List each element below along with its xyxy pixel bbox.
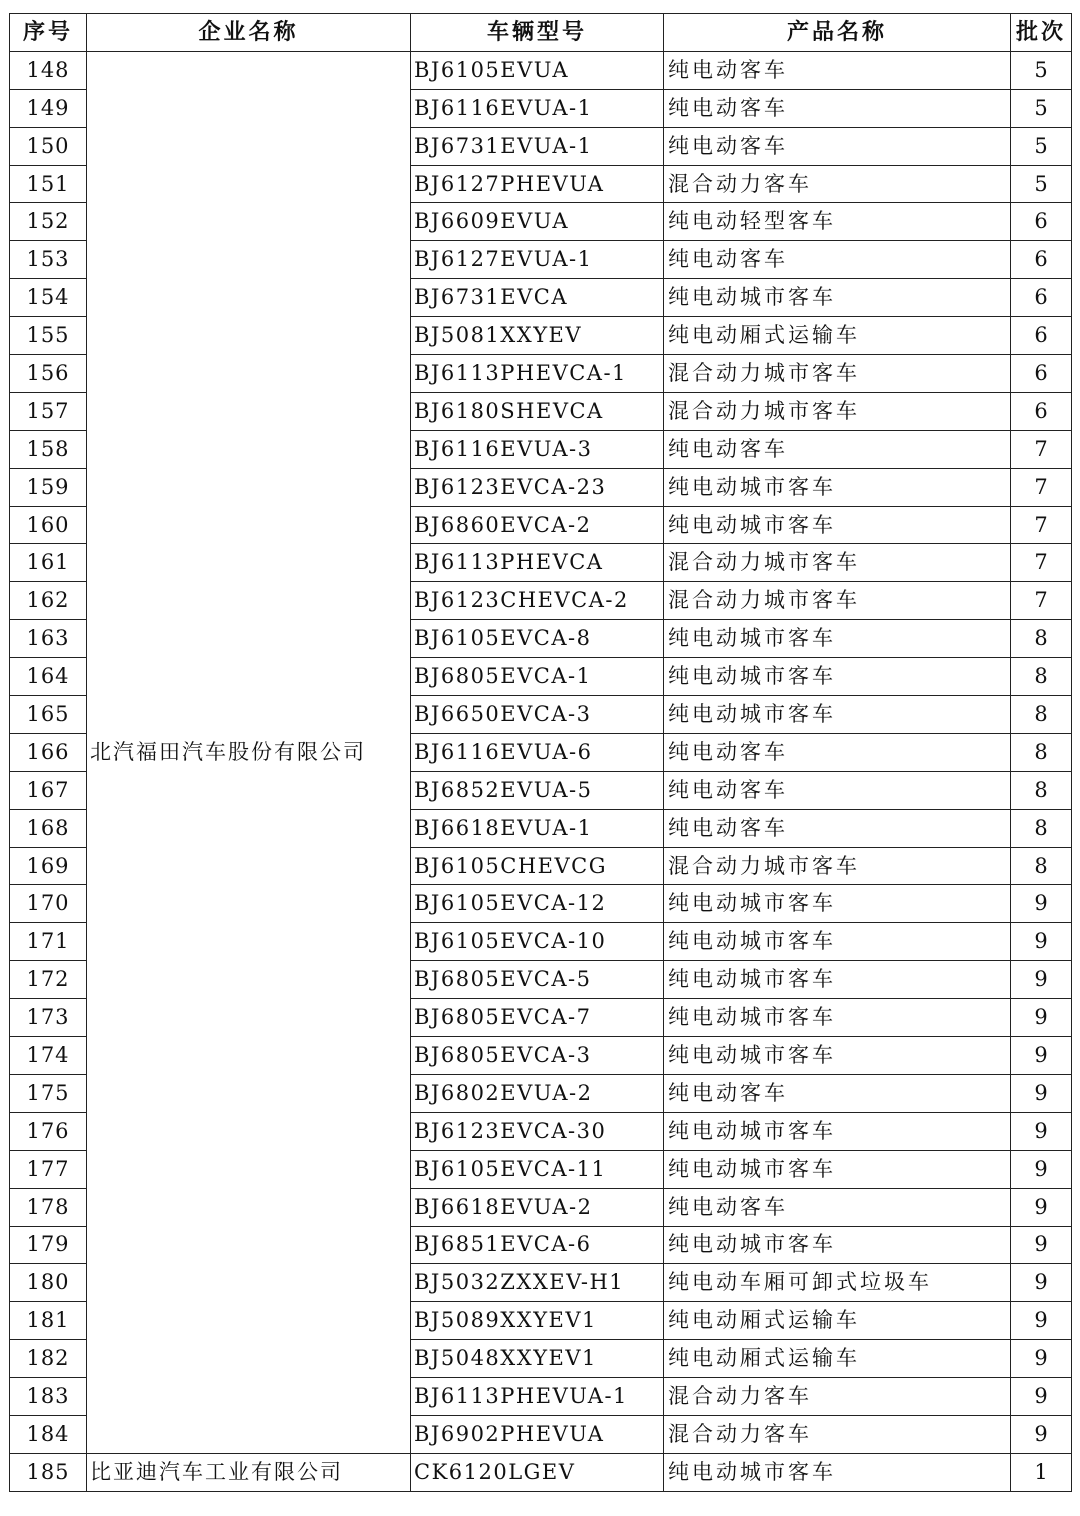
cell-model: BJ6113PHEVCA-1 [411,355,664,393]
cell-seq: 165 [10,696,87,734]
cell-batch: 7 [1011,430,1072,468]
cell-product: 纯电动车厢可卸式垃圾车 [664,1264,1011,1302]
cell-model: BJ6618EVUA-1 [411,809,664,847]
cell-seq: 157 [10,392,87,430]
cell-product: 纯电动城市客车 [664,999,1011,1037]
table-body [10,51,1072,1491]
cell-seq: 178 [10,1188,87,1226]
cell-batch: 7 [1011,544,1072,582]
cell-seq: 181 [10,1302,87,1340]
cell-product: 纯电动城市客车 [664,923,1011,961]
cell-product: 混合动力城市客车 [664,544,1011,582]
cell-seq: 161 [10,544,87,582]
cell-product: 纯电动厢式运输车 [664,1340,1011,1378]
cell-seq: 156 [10,355,87,393]
cell-seq: 180 [10,1264,87,1302]
cell-product: 混合动力客车 [664,1378,1011,1416]
cell-product: 混合动力城市客车 [664,355,1011,393]
cell-seq: 179 [10,1226,87,1264]
cell-batch: 6 [1011,317,1072,355]
cell-seq: 163 [10,620,87,658]
cell-product: 纯电动城市客车 [664,961,1011,999]
header-product: 产品名称 [664,14,1011,52]
cell-model: BJ6105EVUA [411,51,664,89]
cell-model: BJ6105EVCA-12 [411,885,664,923]
cell-batch: 9 [1011,1150,1072,1188]
cell-seq: 149 [10,89,87,127]
cell-seq: 168 [10,809,87,847]
cell-product: 纯电动客车 [664,127,1011,165]
cell-seq: 167 [10,771,87,809]
cell-model: BJ6902PHEVUA [411,1415,664,1453]
cell-product: 纯电动城市客车 [664,506,1011,544]
header-batch: 批次 [1011,14,1072,52]
cell-batch: 8 [1011,658,1072,696]
cell-batch: 8 [1011,809,1072,847]
cell-batch: 8 [1011,696,1072,734]
cell-product: 纯电动城市客车 [664,1112,1011,1150]
cell-seq: 158 [10,430,87,468]
cell-seq: 152 [10,203,87,241]
vehicle-catalog-table [9,13,1072,1492]
cell-seq: 153 [10,241,87,279]
cell-product: 纯电动城市客车 [664,696,1011,734]
cell-batch: 6 [1011,241,1072,279]
cell-model: BJ6123EVCA-23 [411,468,664,506]
cell-product: 纯电动客车 [664,1074,1011,1112]
cell-product: 纯电动客车 [664,89,1011,127]
cell-model: BJ6105EVCA-10 [411,923,664,961]
table-row [10,51,1072,89]
cell-model: BJ5081XXYEV [411,317,664,355]
cell-model: BJ6851EVCA-6 [411,1226,664,1264]
cell-model: BJ6860EVCA-2 [411,506,664,544]
cell-seq: 164 [10,658,87,696]
cell-seq: 162 [10,582,87,620]
cell-seq: 177 [10,1150,87,1188]
cell-batch: 8 [1011,620,1072,658]
cell-model: CK6120LGEV [411,1453,664,1491]
cell-product: 混合动力客车 [664,1415,1011,1453]
cell-batch: 7 [1011,506,1072,544]
cell-product: 纯电动客车 [664,771,1011,809]
cell-enterprise: 北汽福田汽车股份有限公司 [87,51,411,1453]
cell-model: BJ6650EVCA-3 [411,696,664,734]
cell-model: BJ6802EVUA-2 [411,1074,664,1112]
cell-model: BJ6180SHEVCA [411,392,664,430]
cell-product: 纯电动客车 [664,809,1011,847]
cell-batch: 6 [1011,355,1072,393]
cell-batch: 6 [1011,203,1072,241]
cell-product: 纯电动客车 [664,1188,1011,1226]
cell-batch: 5 [1011,51,1072,89]
cell-model: BJ6731EVUA-1 [411,127,664,165]
cell-product: 混合动力城市客车 [664,392,1011,430]
cell-batch: 8 [1011,847,1072,885]
cell-model: BJ5089XXYEV1 [411,1302,664,1340]
cell-batch: 9 [1011,1074,1072,1112]
cell-batch: 9 [1011,1302,1072,1340]
cell-batch: 5 [1011,89,1072,127]
header-row [10,14,1072,52]
cell-seq: 184 [10,1415,87,1453]
cell-product: 纯电动城市客车 [664,885,1011,923]
cell-batch: 5 [1011,165,1072,203]
cell-product: 纯电动城市客车 [664,620,1011,658]
cell-seq: 176 [10,1112,87,1150]
cell-model: BJ6123CHEVCA-2 [411,582,664,620]
cell-model: BJ6609EVUA [411,203,664,241]
cell-model: BJ6123EVCA-30 [411,1112,664,1150]
cell-seq: 172 [10,961,87,999]
cell-seq: 154 [10,279,87,317]
cell-batch: 6 [1011,392,1072,430]
cell-model: BJ6805EVCA-5 [411,961,664,999]
cell-seq: 173 [10,999,87,1037]
cell-seq: 166 [10,733,87,771]
cell-seq: 159 [10,468,87,506]
cell-model: BJ6113PHEVUA-1 [411,1378,664,1416]
cell-seq: 174 [10,1037,87,1075]
cell-product: 纯电动轻型客车 [664,203,1011,241]
cell-batch: 9 [1011,1415,1072,1453]
cell-batch: 1 [1011,1453,1072,1491]
cell-product: 纯电动城市客车 [664,1150,1011,1188]
cell-batch: 9 [1011,1340,1072,1378]
cell-model: BJ6113PHEVCA [411,544,664,582]
cell-model: BJ6105EVCA-8 [411,620,664,658]
cell-seq: 182 [10,1340,87,1378]
cell-batch: 5 [1011,127,1072,165]
cell-product: 纯电动城市客车 [664,1453,1011,1491]
cell-product: 纯电动城市客车 [664,1226,1011,1264]
cell-product: 纯电动客车 [664,430,1011,468]
cell-seq: 148 [10,51,87,89]
cell-product: 纯电动客车 [664,733,1011,771]
cell-seq: 150 [10,127,87,165]
cell-model: BJ6805EVCA-7 [411,999,664,1037]
cell-batch: 9 [1011,1264,1072,1302]
cell-product: 纯电动城市客车 [664,658,1011,696]
cell-batch: 9 [1011,961,1072,999]
cell-model: BJ6127EVUA-1 [411,241,664,279]
cell-batch: 9 [1011,1112,1072,1150]
cell-model: BJ6105EVCA-11 [411,1150,664,1188]
cell-model: BJ6731EVCA [411,279,664,317]
cell-model: BJ5032ZXXEV-H1 [411,1264,664,1302]
cell-model: BJ6805EVCA-3 [411,1037,664,1075]
cell-batch: 6 [1011,279,1072,317]
cell-batch: 8 [1011,733,1072,771]
cell-batch: 9 [1011,885,1072,923]
cell-seq: 170 [10,885,87,923]
cell-batch: 9 [1011,1037,1072,1075]
cell-seq: 160 [10,506,87,544]
header-model: 车辆型号 [411,14,664,52]
cell-model: BJ6105CHEVCG [411,847,664,885]
cell-batch: 8 [1011,771,1072,809]
cell-seq: 185 [10,1453,87,1491]
cell-product: 混合动力城市客车 [664,847,1011,885]
cell-product: 纯电动厢式运输车 [664,317,1011,355]
cell-batch: 7 [1011,468,1072,506]
cell-seq: 183 [10,1378,87,1416]
cell-product: 纯电动城市客车 [664,279,1011,317]
cell-model: BJ6116EVUA-3 [411,430,664,468]
cell-model: BJ6805EVCA-1 [411,658,664,696]
cell-model: BJ6852EVUA-5 [411,771,664,809]
cell-batch: 9 [1011,923,1072,961]
cell-product: 纯电动厢式运输车 [664,1302,1011,1340]
cell-enterprise: 比亚迪汽车工业有限公司 [87,1453,411,1491]
cell-seq: 175 [10,1074,87,1112]
cell-batch: 9 [1011,1378,1072,1416]
cell-model: BJ6618EVUA-2 [411,1188,664,1226]
cell-product: 纯电动客车 [664,51,1011,89]
cell-seq: 171 [10,923,87,961]
cell-batch: 9 [1011,999,1072,1037]
cell-seq: 169 [10,847,87,885]
cell-model: BJ6116EVUA-6 [411,733,664,771]
cell-product: 混合动力城市客车 [664,582,1011,620]
cell-batch: 7 [1011,582,1072,620]
cell-product: 纯电动客车 [664,241,1011,279]
header-enterprise: 企业名称 [87,14,411,52]
cell-product: 混合动力客车 [664,165,1011,203]
cell-product: 纯电动城市客车 [664,1037,1011,1075]
cell-batch: 9 [1011,1226,1072,1264]
cell-seq: 155 [10,317,87,355]
cell-model: BJ5048XXYEV1 [411,1340,664,1378]
table-row [10,1453,1072,1491]
cell-model: BJ6116EVUA-1 [411,89,664,127]
header-seq: 序号 [10,14,87,52]
cell-product: 纯电动城市客车 [664,468,1011,506]
cell-batch: 9 [1011,1188,1072,1226]
cell-seq: 151 [10,165,87,203]
cell-model: BJ6127PHEVUA [411,165,664,203]
